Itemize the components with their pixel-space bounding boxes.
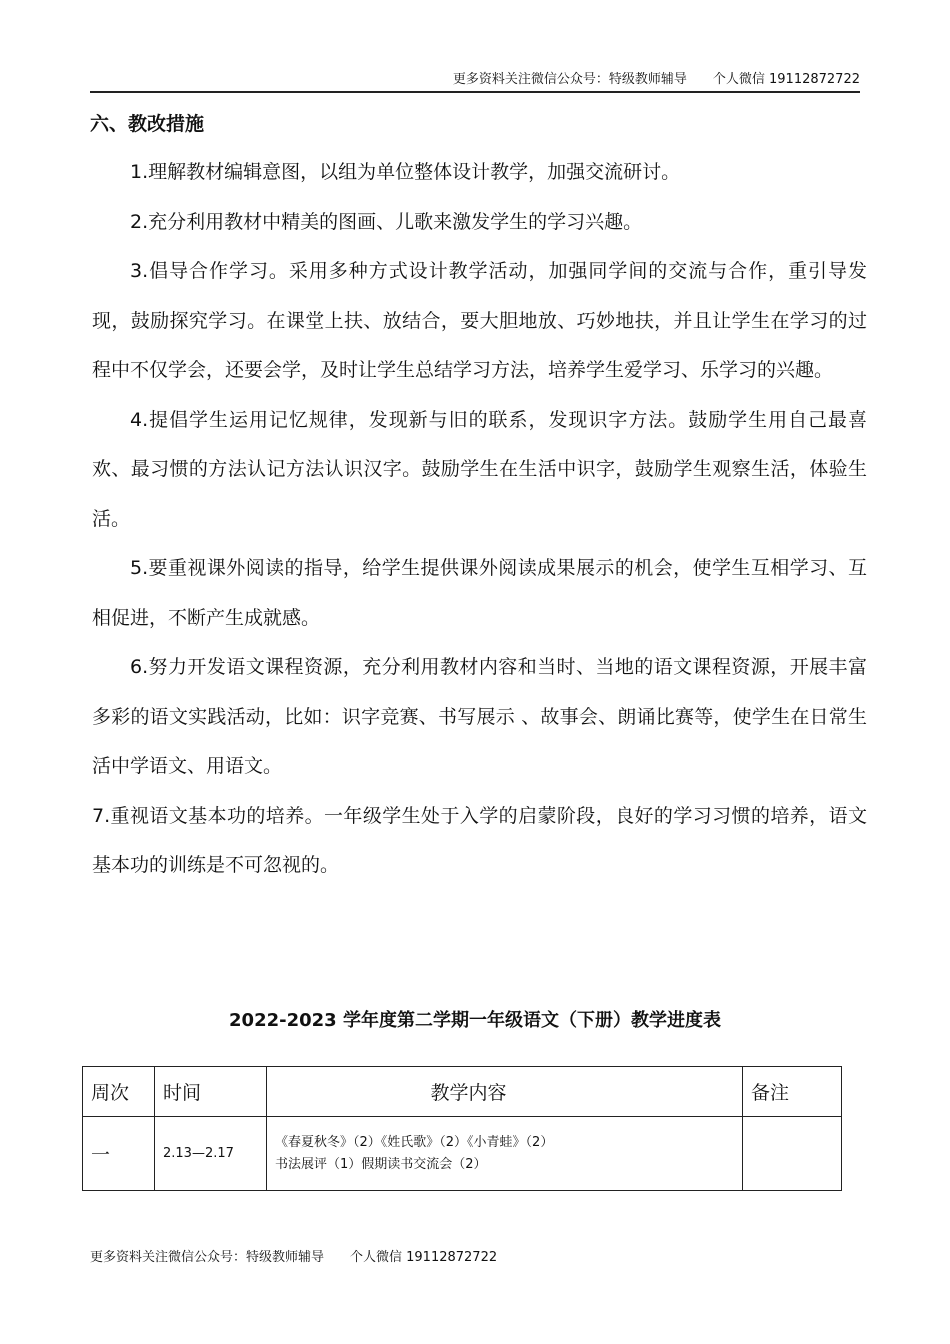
cell-content-line-2: 书法展评（1）假期读书交流会（2） (275, 1156, 487, 1172)
measure-paragraph-4: 4.提倡学生运用记忆规律，发现新与旧的联系，发现识字方法。鼓励学生用自己最喜欢、最习惯的方法认记方法认识汉字。鼓励学生在生活中识字，鼓励学生观察生活，体验生活。 (92, 408, 867, 530)
measure-paragraph-3: 3.倡导合作学习。采用多种方式设计教学活动，加强同学间的交流与合作，重引导发现，鼓励探究学习。在课堂上扶、放结合，要大胆地放、巧妙地扶，并且让学生在学习的过程中不仅学会，还要会学，及时让学生总结学习方法，培养学生爱学习、乐学习的兴趣。 (92, 260, 867, 381)
measure-paragraph-5: 5.要重视课外阅读的指导，给学生提供课外阅读成果展示的机会，使学生互相学习、互相促进，不断产生成就感。 (92, 557, 867, 629)
table-title: 2022-2023 学年度第二学期一年级语文（下册）教学进度表 (229, 1010, 721, 1031)
measure-paragraph-1: 1.理解教材编辑意图，以组为单位整体设计教学，加强交流研讨。 (130, 161, 681, 183)
header-content: 教学内容 (267, 1067, 743, 1117)
measure-paragraph-6: 6.努力开发语文课程资源，充分利用教材内容和当时、当地的语文课程资源，开展丰富多彩的语文实践活动，比如：识字竞赛、书写展示 、故事会、朗诵比赛等，使学生在日常生活中学语文、用语文。 (92, 656, 867, 777)
measures-body (92, 148, 867, 891)
cell-note (743, 1117, 842, 1191)
measure-paragraph-2: 2.充分利用教材中精美的图画、儿歌来激发学生的学习兴趣。 (130, 210, 643, 233)
cell-time: 2.13—2.17 (155, 1117, 267, 1191)
table-row (83, 1117, 842, 1191)
progress-table (82, 1066, 842, 1191)
page-footer: 更多资料关注微信公众号：特级教师辅导 个人微信 19112872722 (90, 1250, 498, 1265)
cell-content-line-1: 《春夏秋冬》（2）《姓氏歌》（2）《小青蛙》（2） (275, 1134, 554, 1150)
cell-content (267, 1117, 743, 1191)
cell-week: 一 (83, 1117, 155, 1191)
measure-paragraph-7: 7.重视语文基本功的培养。一年级学生处于入学的启蒙阶段，良好的学习习惯的培养，语文基本功的训练是不可忽视的。 (92, 804, 867, 876)
section-title: 六、教改措施 (90, 113, 205, 135)
page-header: 更多资料关注微信公众号：特级教师辅导 个人微信 19112872722 (90, 68, 860, 93)
header-time: 时间 (155, 1067, 267, 1117)
table-header-row (83, 1067, 842, 1117)
header-week: 周次 (83, 1067, 155, 1117)
header-note: 备注 (743, 1067, 842, 1117)
